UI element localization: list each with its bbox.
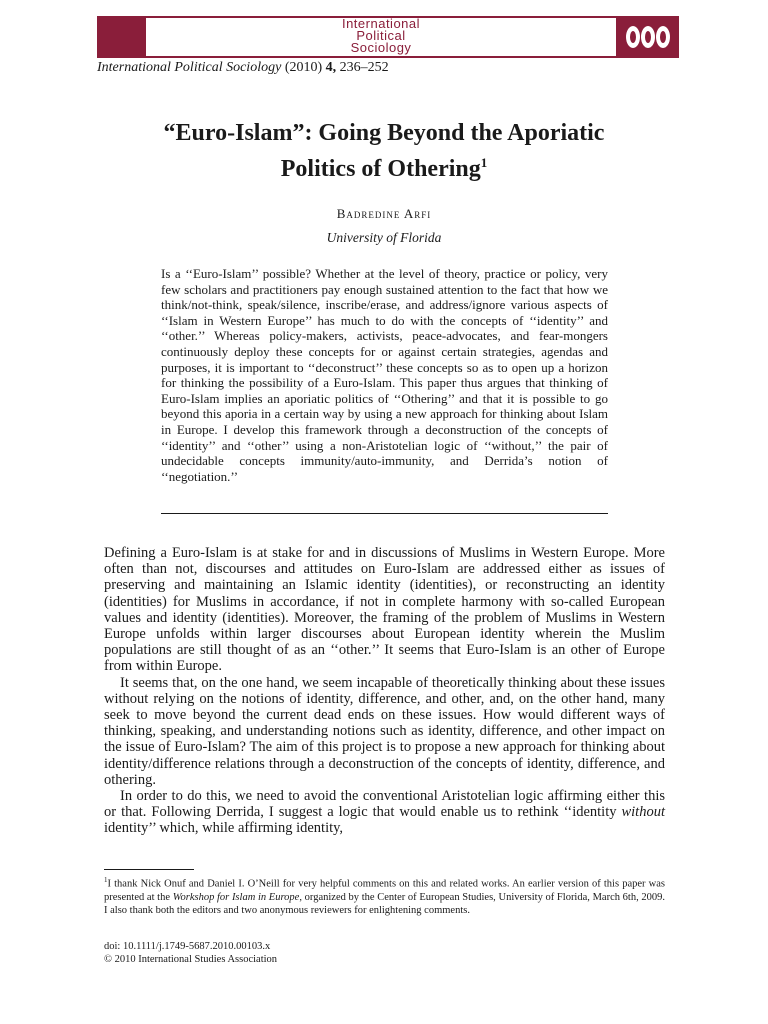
journal-citation [97, 60, 389, 76]
citation-year: (2010) [284, 60, 323, 75]
title-line-2: Politics of Othering [280, 156, 481, 182]
isa-logo-icon [625, 25, 671, 49]
journal-logo-line-1: International [341, 16, 421, 31]
author-affiliation: University of Florida [326, 230, 442, 245]
body-paragraph-3 [104, 788, 665, 837]
journal-logo-line-3: Sociology [350, 40, 412, 55]
title-line-1: “Euro-Islam”: Going Beyond the Aporiatic [163, 120, 605, 146]
footnote-emphasis: Workshop for Islam in Europe [172, 891, 300, 903]
citation-journal: International Political Sociology [97, 60, 282, 75]
title-footnote-mark[interactable]: 1 [480, 155, 488, 170]
footnote-text-a: I thank Nick Onuf and Daniel I. O’Neill for very helpful comments on this and related works. An earlier version of this paper was presented at the [104, 878, 665, 903]
footnote-mark: 1 [104, 876, 108, 884]
para3-text-a: In order to do this, we need to avoid the conventional Aristotelian logic affirming either this or that. Following Derrida, I suggest a logic that would enable us to rethink ‘‘identity [104, 788, 665, 821]
para3-emphasis: without [621, 804, 665, 821]
body-paragraph-2: It seems that, on the one hand, we seem incapable of theoretically thinking about these issues without relying on the notions of identity, difference, and other, and, on the other hand, many seek to move beyond the current dead ends on these issues. How would different ways of thinking, speaking, and understanding notions such as identity, difference, and other impact on the issue of Euro-Islam? The aim of this project is to propose a new approach for thinking about identity/difference relations through a deconstruction of the concepts of identity, difference, and othering. [104, 674, 665, 788]
copyright-text: © 2010 International Studies Association [104, 954, 278, 965]
footnote-text-b: , organized by the Center of European Studies, University of Florida, March 6th, 2009. I also thank both the editors and two anonymous reviewers for enlightening comments. [104, 891, 666, 916]
footnote [104, 874, 665, 917]
citation-volume: 4, [325, 60, 337, 75]
body-paragraph-1: Defining a Euro-Islam is at stake for and in discussions of Muslims in Western Europe. More often than not, discourses and attitudes on Euro-Islam are addressed either as issues of preserving and maintaining an Islamic identity (identities), or reconstructing an identity (identities) for Muslims in accordance, if not in complete harmony with so-called European values and identity (identities). Moreover, the framing of the problem of Muslims in Western Europe unfolds within larger discourses about European identity wherein the Muslim populations are still thought of as an ‘‘other.’’ It seems that Euro-Islam is an other of Europe from within Europe. [104, 545, 665, 675]
footnote-divider [104, 869, 194, 870]
abstract: Is a ‘‘Euro-Islam’’ possible? Whether at the level of theory, practice or policy, very few scholars and practitioners pay enough sustained attention to the fact that how we think/not-think, speak/silence, inscribe/erase, and address/ignore various aspects of ‘‘Islam in Western Europe’’ has much to do with the concepts of ‘‘identity’’ and ‘‘other.’’ Whereas policy-makers, activists, peace-advocates, and fear-mongers continuously deploy these concepts for or against certain strategies, agendas and purposes, it is important to ‘‘deconstruct’’ these concepts so as to open up a horizon for thinking the possibility of a Euro-Islam. This paper thus argues that thinking of Euro-Islam implies an aporiatic politics of ‘‘Othering’’ and that it is possible to go beyond this aporia in a certain way by using a new approach for thinking about Islam in Europe. I develop this framework through a deconstruction of the concepts of ‘‘identity’’ and ‘‘other’’ using a non-Aristotelian logic of ‘‘without,’’ the pair of undecidable concepts immunity/auto-immunity, and Derrida’s notion of ‘‘negotiation.’’ [161, 266, 608, 484]
journal-logo-line-2: Political [356, 28, 406, 43]
journal-logo-box [146, 18, 616, 56]
article-title [100, 118, 668, 184]
doi-text[interactable]: doi: 10.1111/j.1749-5687.2010.00103.x [104, 941, 271, 952]
para3-text-b: identity’’ which, while affirming identity, [104, 820, 344, 837]
journal-banner [97, 16, 679, 58]
journal-logo [146, 18, 616, 54]
article-meta [104, 940, 277, 966]
author-name: Badredine Arfi [336, 206, 432, 221]
abstract-divider [161, 513, 608, 514]
citation-pages: 236–252 [339, 60, 389, 75]
body-text [104, 545, 665, 837]
